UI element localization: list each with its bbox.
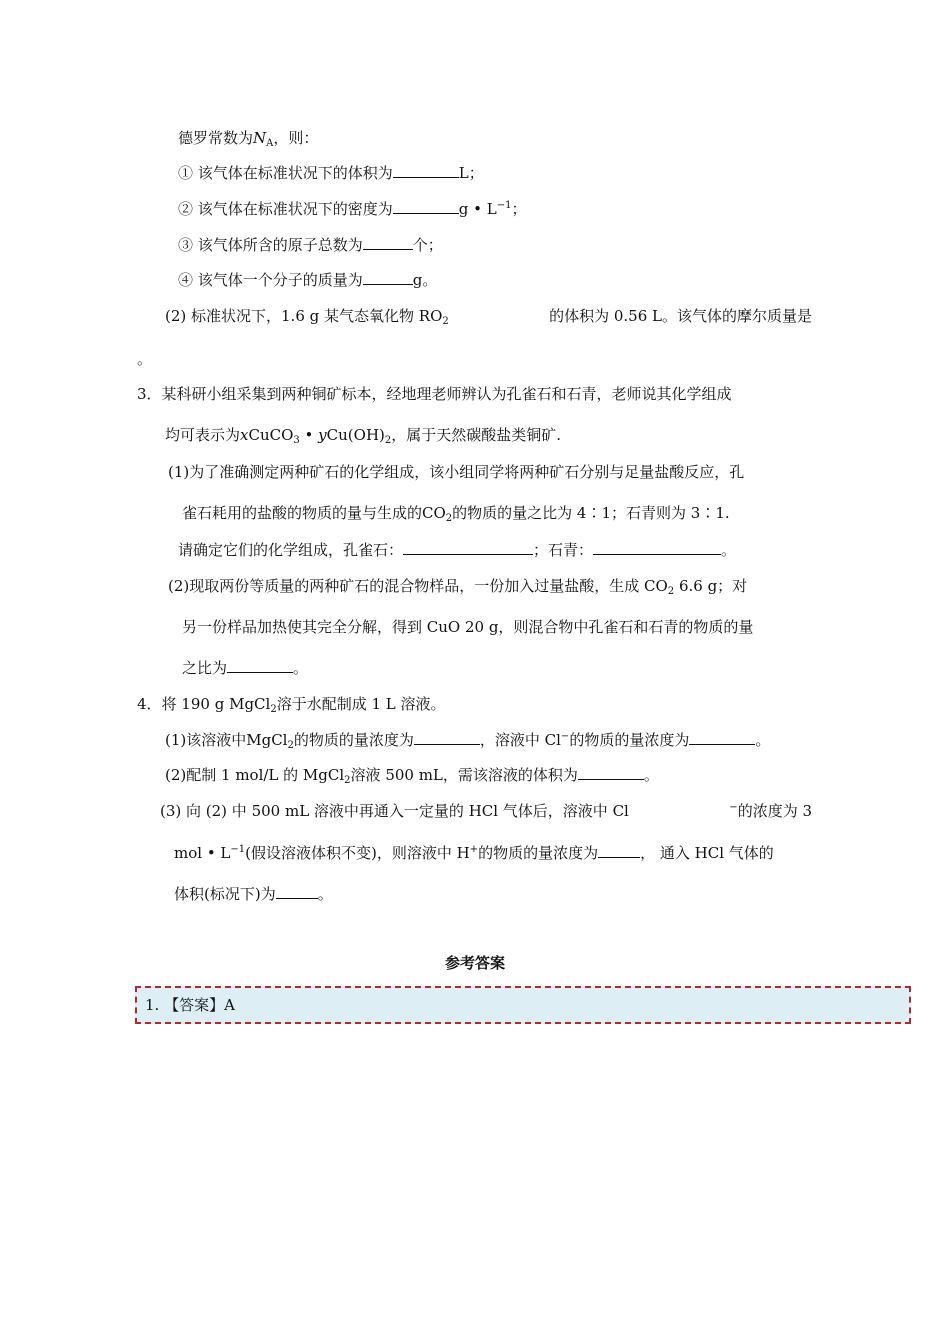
answer-blank[interactable] [393,163,459,178]
answer-blank[interactable] [363,270,413,285]
answer-blank[interactable] [689,730,755,745]
q3-stem-line-1: 3．某科研小组采集到两种铜矿标本，经地理老师辨认为孔雀石和石青，老师说其化学组成 [137,385,732,403]
answer-1: 1. 【答案】A [145,996,235,1014]
q3-part-2-line-2: 另一份样品加热使其完全分解，得到 CuO 20 g，则混合物中孔雀石和石青的物质的量 [182,618,754,636]
q4-part-3-line-2: mol • $L^{-1}$(假设溶液体积不变)，则溶液中 H+的物质的量浓度为 ， 通入 HCl 气体的 [174,844,774,862]
q2-item-4: ④ 该气体一个分子的质量为 g。 [178,271,438,289]
q2-item-1: ① 该气体在标准状况下的体积为 L； [178,164,484,182]
answer-blank[interactable] [593,540,721,555]
q4-part-3-line-3: 体积(标况下)为 。 [174,885,333,903]
answer-blank[interactable] [578,765,644,780]
q3-part-1-line-3: 请确定它们的化学组成，孔雀石： ；石青： 。 [178,541,737,559]
answer-blank[interactable] [598,843,640,858]
answer-blank[interactable] [403,540,533,555]
q4-part-2: (2)配制 1 mol/L 的 MgCl$_2$溶液 500 mL，需该溶液的体积为 。 [165,766,659,786]
q3-part-1-line-2: 雀石耗用的盐酸的物质的量与生成的$CO_2$的物质的量之比为 4∶1；石青则为 3∶1. [182,504,730,524]
answer-blank[interactable] [414,730,480,745]
q4-stem: 4．将 190 g MgCl$_2$溶于水配制成 1 L 溶液。 [137,695,446,715]
q2-part-2: (2) 标准状况下，1.6 g 某气态氧化物 $RO_2$ 的体积为 0.56 L。该气体的摩尔质量是 [165,307,812,327]
q2-item-2: ② 该气体在标准状况下的密度为 g • $L^{-1}$； [178,200,527,218]
q2-part-2-end: 。 [137,350,153,368]
q4-part-3-line-1: (3) 向 (2) 中 500 mL 溶液中再通入一定量的 HCl 气体后，溶液中 Cl −的浓度为 3 [160,802,812,820]
q3-part-2-line-3: 之比为 。 [182,659,309,677]
answer-blank[interactable] [393,199,459,214]
q3-stem-line-2: 均可表示为xCuCO$_3$ • $yCu(OH)_2$，属于天然碳酸盐类铜矿. [165,426,562,446]
answer-blank[interactable] [363,235,413,250]
answer-blank[interactable] [227,658,293,673]
q3-part-2-line-1: (2)现取两份等质量的两种矿石的混合物样品，一份加入过量盐酸，生成 $CO_2$ 6.6 g；对 [168,577,748,597]
q2-intro-tail: 德罗常数为$N_A$，则： [178,129,319,149]
q2-item-3: ③ 该气体所含的原子总数为 个； [178,236,443,254]
answer-blank[interactable] [276,884,318,899]
answer-box [135,986,911,1024]
q4-part-1: (1)该溶液中MgCl$_2$的物质的量浓度为 ，溶液中 Cl−的物质的量浓度为 。 [165,731,771,751]
q3-part-1-line-1: (1)为了准确测定两种矿石的化学组成，该小组同学将两种矿石分别与足量盐酸反应，孔 [168,463,745,481]
answers-heading: 参考答案 [444,954,505,972]
